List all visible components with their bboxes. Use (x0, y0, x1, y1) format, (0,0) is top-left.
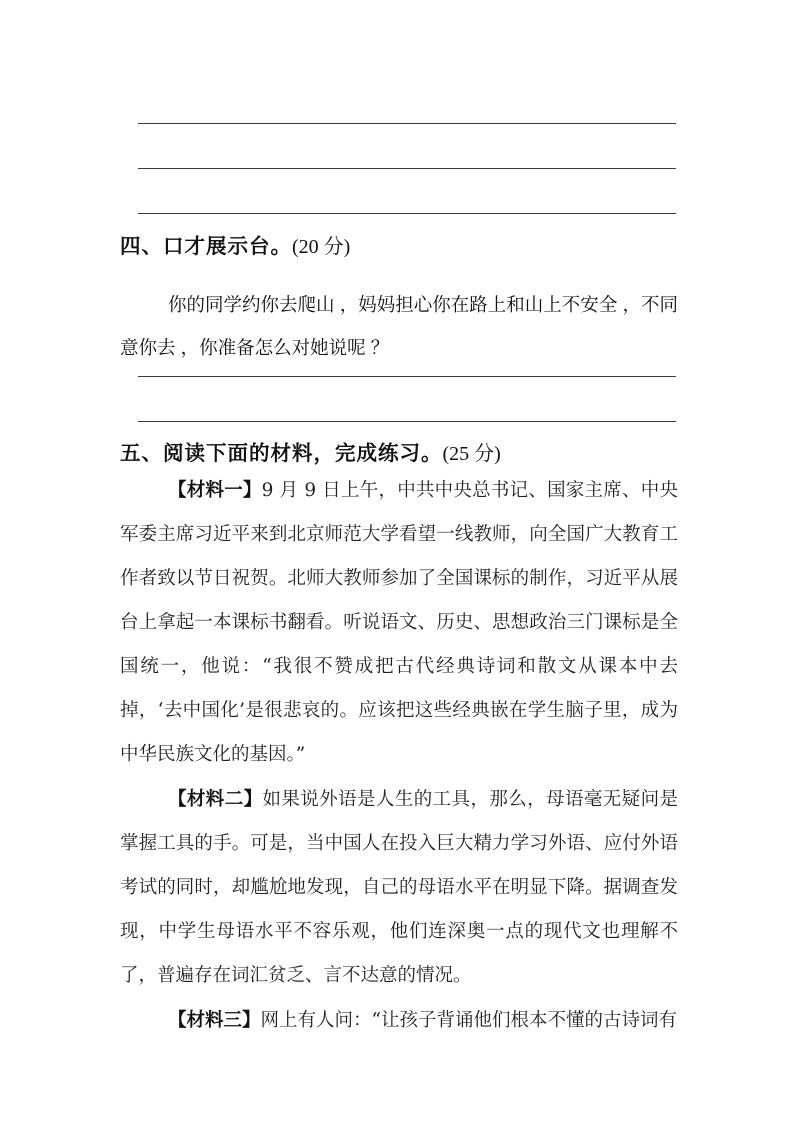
section-four-heading (120, 229, 350, 259)
answer-line (138, 332, 676, 377)
material-one (120, 468, 678, 777)
section-four-title: 四、口才展示台。 (120, 235, 292, 258)
material-three-text: 网上有人问：“让孩子背诵他们根本不懂的古诗词有 (260, 1010, 677, 1031)
section-five-title: 五、阅读下面的材料，完成练习。 (120, 442, 443, 465)
material-two-label: 【材料二】 (168, 788, 263, 809)
top-answer-lines-group (138, 79, 676, 214)
section-four-score: (20 分) (292, 236, 351, 258)
material-one-text: 9 月 9 日上午，中共中央总书记、国家主席、中央军委主席习近平来到北京师范大学看望一线教师，向全国广大教育工作者致以节日祝贺。北师大教师参加了全国课标的制作，习近平从展台上拿起一本课标书翻看。听说语文、历史、思想政治三门课标是全国统一，他说：“我很不赞成把古代经典诗词和散文从课本中去掉，‘去中国化’是很悲哀的。应该把这些经典嵌在学生脑子里，成为中华民族文化的基因。” (120, 480, 678, 765)
material-two-text: 如果说外语是人生的工具，那么，母语毫无疑问是掌握工具的手。可是，当中国人在投入巨大精力学习外语、应付外语考试的同时，却尴尬地发现，自己的母语水平在明显下降。据调查发现，中学生母语水平不容乐观，他们连深奥一点的现代文也理解不了，普遍存在词汇贫乏、言不达意的情况。 (120, 789, 678, 986)
answer-line (138, 377, 676, 422)
material-three-label: 【材料三】 (168, 1009, 261, 1030)
section-four-answer-lines-group (138, 332, 676, 422)
material-two (120, 777, 678, 998)
reading-materials (120, 468, 678, 1043)
material-three (120, 998, 678, 1043)
answer-line (138, 79, 676, 124)
answer-line (138, 124, 676, 169)
section-four-question: 你的同学约你去爬山 ，妈妈担心你在路上和山上不安全 ，不同意你去 ，你准备怎么对她说呢 ？ (120, 293, 678, 358)
answer-line (138, 169, 676, 214)
material-one-label: 【材料一】 (168, 479, 262, 500)
section-five-score: (25 分) (442, 443, 501, 465)
section-five-heading (120, 436, 501, 466)
